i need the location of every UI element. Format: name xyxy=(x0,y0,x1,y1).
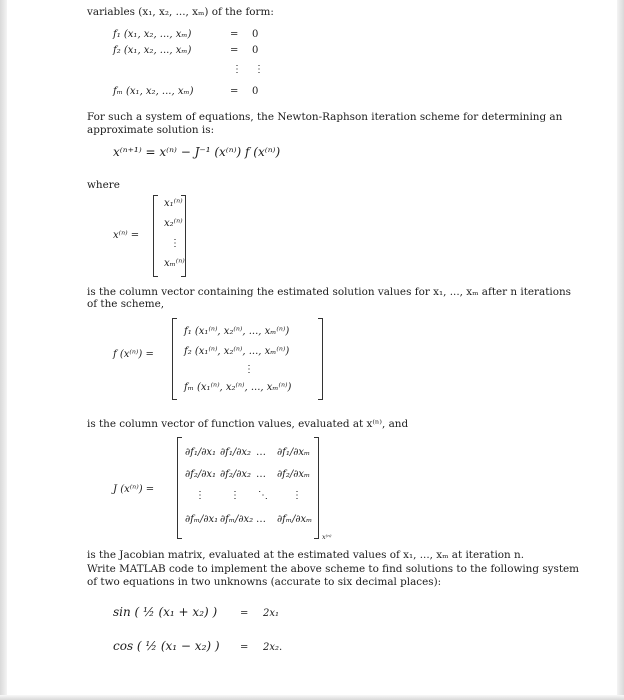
intro-text: variables (x₁, x₂, ..., xₘ) of the form: xyxy=(87,6,274,18)
newton-raphson-formula: x⁽ⁿ⁺¹⁾ = x⁽ⁿ⁾ − J⁻¹ (x⁽ⁿ⁾) f (x⁽ⁿ⁾) xyxy=(113,145,281,159)
xvec-entry-1: x₁⁽ⁿ⁾ xyxy=(164,198,183,209)
jacobian-r1c3: … xyxy=(256,447,266,458)
xvec-lhs: x⁽ⁿ⁾ = xyxy=(113,230,140,241)
jacobian-r4c4: ∂fₘ/∂xₘ xyxy=(277,514,313,525)
jacobian-r4c3: … xyxy=(256,514,266,525)
final-eq-1-eq: = xyxy=(240,608,249,619)
para2-line1: is the column vector containing the estimated solution values for x₁, ..., xₘ after n iterations xyxy=(87,286,571,298)
fvec-entry-1: f₁ (x₁⁽ⁿ⁾, x₂⁽ⁿ⁾, ..., xₘ⁽ⁿ⁾) xyxy=(184,326,290,337)
jacobian-r2c4: ∂f₂/∂xₘ xyxy=(277,469,311,480)
jacobian-r3c4: ⋮ xyxy=(292,490,302,501)
jacobian-right-bracket xyxy=(314,437,319,539)
para1-line1: For such a system of equations, the Newton-Raphson iteration scheme for determining an xyxy=(87,111,563,123)
jacobian-r1c2: ∂f₁/∂x₂ xyxy=(220,447,252,458)
jacobian-lhs: J (x⁽ⁿ⁾) = xyxy=(113,484,155,495)
jacobian-r3c2: ⋮ xyxy=(230,490,240,501)
para3-text: is the column vector of function values, evaluated at x⁽ⁿ⁾, and xyxy=(87,418,409,430)
jacobian-r3c3: ⋱ xyxy=(258,490,268,501)
para4-line2: Write MATLAB code to implement the above scheme to find solutions to the following system xyxy=(87,563,580,575)
jacobian-r3c1: ⋮ xyxy=(195,490,205,501)
system-eq-1-eq: = xyxy=(230,29,239,40)
page-shadow-bottom xyxy=(0,695,624,700)
jacobian-eval-point: x⁽ⁿ⁾ xyxy=(322,533,332,541)
system-eq-2-eq: = xyxy=(230,45,239,56)
system-eq-m-lhs: fₘ (x₁, x₂, ..., xₘ) xyxy=(113,86,194,97)
system-vdots-rhs: ⋮ xyxy=(254,64,264,75)
jacobian-r4c1: ∂fₘ/∂x₁ xyxy=(185,514,219,525)
fvec-left-bracket xyxy=(172,318,177,400)
system-eq-m-rhs: 0 xyxy=(252,86,259,97)
final-eq-1-lhs: sin ( ½ (x₁ + x₂) ) xyxy=(113,605,218,619)
system-eq-2-lhs: f₂ (x₁, x₂, ..., xₘ) xyxy=(113,45,192,56)
jacobian-r1c4: ∂f₁/∂xₘ xyxy=(277,447,311,458)
fvec-entry-m: fₘ (x₁⁽ⁿ⁾, x₂⁽ⁿ⁾, ..., xₘ⁽ⁿ⁾) xyxy=(184,382,292,393)
jacobian-left-bracket xyxy=(177,437,182,539)
para4-line3: of two equations in two unknowns (accurate to six decimal places): xyxy=(87,576,442,588)
final-eq-2-rhs: 2x₂. xyxy=(263,642,283,653)
page-shadow-left xyxy=(0,0,7,700)
jacobian-r2c2: ∂f₂/∂x₂ xyxy=(220,469,252,480)
fvec-lhs: f (x⁽ⁿ⁾) = xyxy=(113,349,154,360)
para4-line1: is the Jacobian matrix, evaluated at the estimated values of x₁, ..., xₘ at iteration n. xyxy=(87,549,525,561)
system-eq-1-lhs: f₁ (x₁, x₂, ..., xₘ) xyxy=(113,29,192,40)
final-eq-2-eq: = xyxy=(240,642,249,653)
xvec-entry-2: x₂⁽ⁿ⁾ xyxy=(164,218,183,229)
xvec-vdots: ⋮ xyxy=(170,238,180,249)
xvec-left-bracket xyxy=(153,195,158,277)
where-label: where xyxy=(87,179,120,191)
xvec-entry-m: xₘ⁽ⁿ⁾ xyxy=(164,258,185,269)
fvec-entry-2: f₂ (x₁⁽ⁿ⁾, x₂⁽ⁿ⁾, ..., xₘ⁽ⁿ⁾) xyxy=(184,346,290,357)
page-shadow-right xyxy=(617,0,624,700)
fvec-vdots: ⋮ xyxy=(244,364,254,375)
final-eq-1-rhs: 2x₁ xyxy=(263,608,280,619)
para2-line2: of the scheme, xyxy=(87,298,165,310)
xvec-right-bracket xyxy=(181,195,186,277)
system-eq-2-rhs: 0 xyxy=(252,45,259,56)
jacobian-r2c1: ∂f₂/∂x₁ xyxy=(185,469,217,480)
jacobian-r1c1: ∂f₁/∂x₁ xyxy=(185,447,217,458)
system-eq-1-rhs: 0 xyxy=(252,29,259,40)
system-eq-m-eq: = xyxy=(230,86,239,97)
jacobian-r4c2: ∂fₘ/∂x₂ xyxy=(220,514,254,525)
para1-line2: approximate solution is: xyxy=(87,124,215,136)
system-vdots-mid: ⋮ xyxy=(232,64,242,75)
jacobian-r2c3: … xyxy=(256,469,266,480)
final-eq-2-lhs: cos ( ½ (x₁ − x₂) ) xyxy=(113,639,220,653)
fvec-right-bracket xyxy=(318,318,323,400)
